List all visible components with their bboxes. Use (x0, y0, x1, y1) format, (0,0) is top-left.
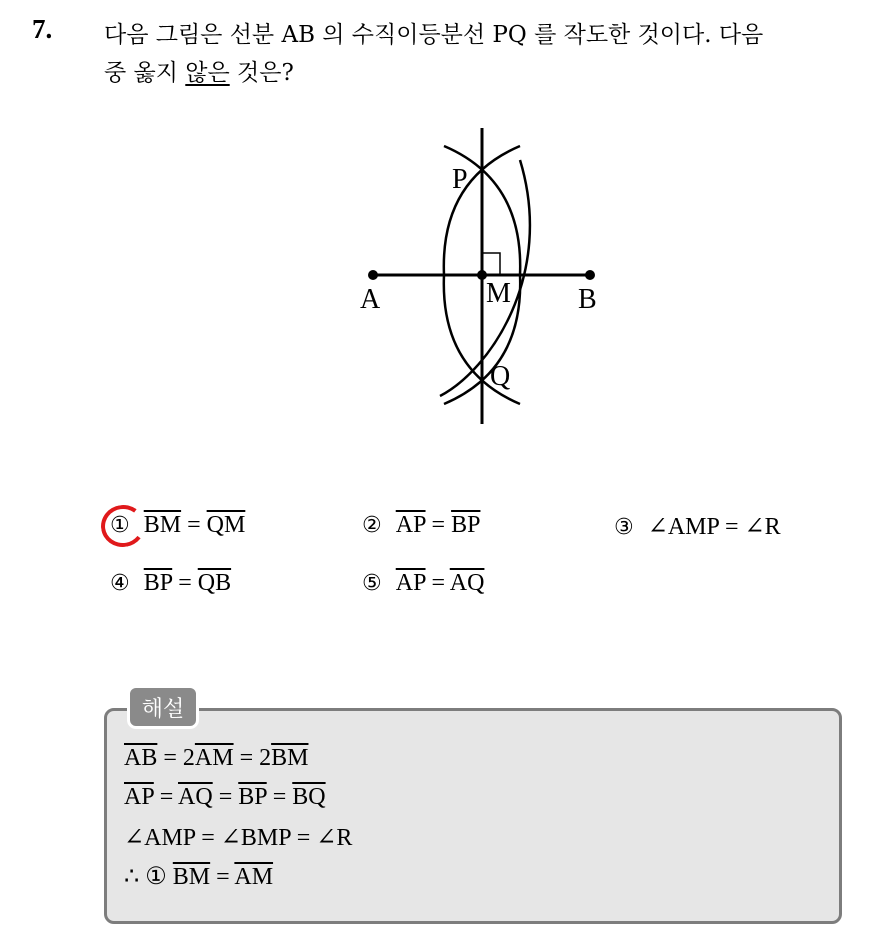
solution-line-1 (124, 745, 308, 772)
solution-line-3: ∠AMP = ∠BMP = ∠R (124, 825, 353, 851)
choice-1-lhs: $\overline{BM}$ (143, 512, 182, 538)
sol4-bm: $\overline{BM}$ (172, 864, 211, 890)
stem-line-1: 다음 그림은 선분 AB 의 수직이등분선 PQ 를 작도한 것이다. 다음 (104, 22, 764, 48)
sol4-eq: = (210, 864, 235, 890)
sol1-bm: $\overline{BM}$ (271, 745, 309, 771)
stem-line-2a: 중 옳지 (104, 60, 186, 86)
choice-5[interactable] (362, 570, 484, 597)
solution-line-4 (124, 862, 273, 891)
choice-4[interactable] (110, 570, 231, 597)
label-q: Q (490, 361, 511, 392)
sol2-aq: $\overline{AQ}$ (178, 784, 213, 810)
sol2-bp: $\overline{BP}$ (238, 784, 267, 810)
sol2-ap: $\overline{AP}$ (124, 784, 154, 810)
choice-4-rhs: $\overline{QB}$ (197, 570, 232, 596)
point-a (368, 270, 378, 280)
choice-1-op: = (181, 512, 207, 538)
choice-3-mark: ③ (614, 515, 634, 540)
choice-5-rhs: $\overline{AQ}$ (449, 570, 485, 596)
sol2-eq2: = (212, 784, 239, 810)
solution-line-2 (124, 784, 326, 811)
choice-4-mark: ④ (110, 571, 130, 596)
choice-2-mark: ② (362, 513, 382, 538)
stem-line-2b: 것은? (229, 60, 294, 86)
label-p: P (452, 164, 468, 195)
sol2-eq1: = (153, 784, 179, 810)
sol1-eq1: = 2 (157, 745, 195, 771)
choice-1[interactable] (110, 512, 245, 539)
choice-2-op: = (425, 512, 452, 538)
perpendicular-bisector-figure (340, 120, 630, 440)
choice-2[interactable] (362, 512, 480, 539)
choice-1-rhs: $\overline{QM}$ (206, 512, 246, 538)
choice-1-mark: ① (110, 513, 130, 538)
choice-5-op: = (425, 570, 450, 596)
sol2-eq3: = (266, 784, 293, 810)
choice-3[interactable] (614, 512, 781, 541)
choice-2-lhs: $\overline{AP}$ (395, 512, 426, 538)
stem-underlined-word: 않은 (185, 60, 230, 86)
label-b: B (578, 284, 597, 315)
sol1-ab: $\overline{AB}$ (124, 745, 158, 771)
solution-box (104, 708, 842, 924)
solution-tag: 해설 (127, 685, 199, 729)
sol2-bq: $\overline{BQ}$ (292, 784, 326, 810)
choice-2-rhs: $\overline{BP}$ (451, 512, 481, 538)
question-number: 7. (32, 14, 53, 44)
choice-4-lhs: $\overline{BP}$ (143, 570, 173, 596)
choice-5-lhs: $\overline{AP}$ (395, 570, 426, 596)
label-m: M (486, 278, 511, 309)
sol1-eq2: = 2 (233, 745, 272, 771)
sol4-prefix: ∴ ① (124, 864, 173, 890)
choice-4-op: = (172, 570, 198, 596)
sol1-am: $\overline{AM}$ (194, 745, 234, 771)
choice-3-text: ∠AMP = ∠R (647, 514, 781, 540)
point-b (585, 270, 595, 280)
sol4-am: $\overline{AM}$ (234, 864, 274, 890)
question-stem (104, 16, 874, 92)
choice-5-mark: ⑤ (362, 571, 382, 596)
label-a: A (360, 284, 381, 315)
